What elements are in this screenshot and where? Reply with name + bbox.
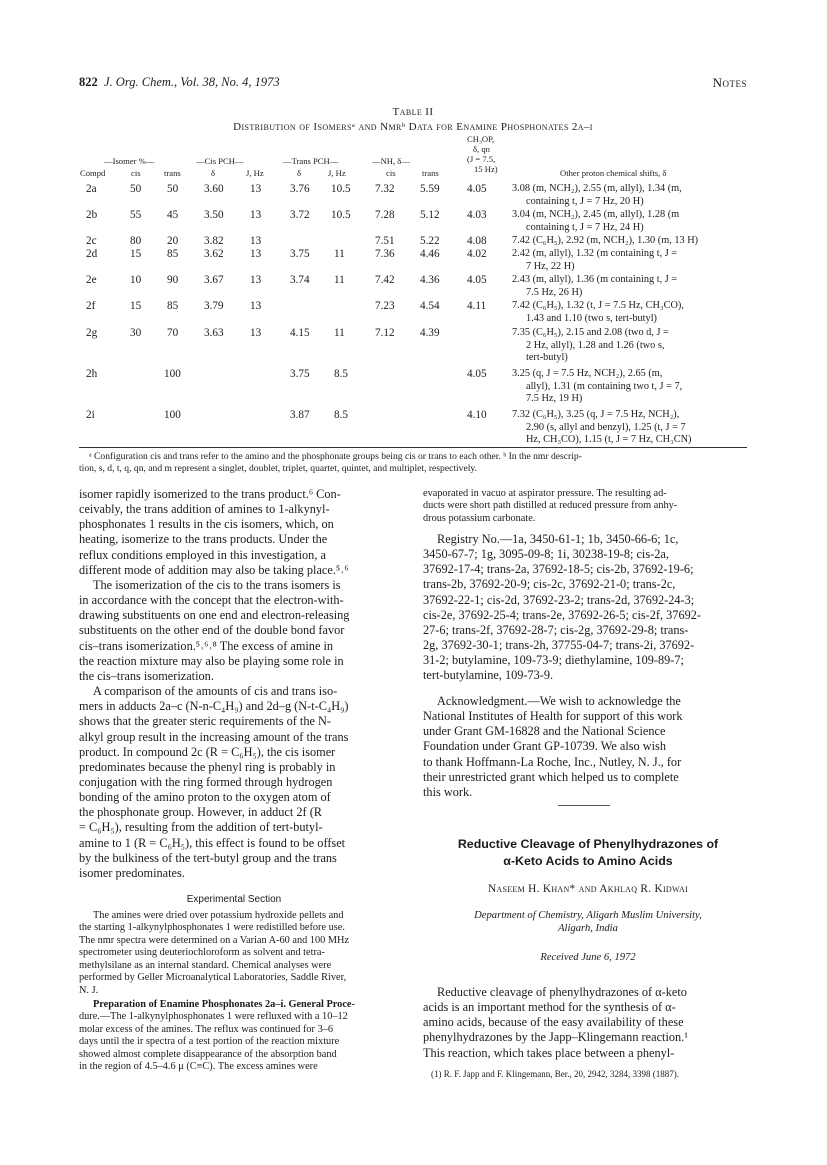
cell-isomer-trans: 70 [167, 327, 179, 339]
header-nh-trans: trans [422, 168, 439, 178]
cell-trans-delta: 3.75 [290, 368, 310, 380]
cell-other-shifts: 7.32 (C₆H₅), 3.25 (q, J = 7.5 Hz, NCH₂), 2.90 (s, allyl and benzyl), 1.25 (t, J = 7 Hz, CH₃CO), 1.15 (t, J = 7 Hz, CH₃CN) [512, 409, 692, 445]
cell-trans-j: 10.5 [331, 209, 351, 221]
article-title: Reductive Cleavage of Phenylhydrazones of α-Keto Acids to Amino Acids [457, 837, 719, 868]
cell-compd: 2c [86, 235, 97, 247]
cell-isomer-cis: 30 [130, 327, 142, 339]
cell-nh-cis: 7.12 [375, 327, 395, 339]
cell-other-shifts: 7.42 (C₆H₅), 1.32 (t, J = 7.5 Hz, CH₃CO), 1.43 and 1.10 (two s, tert-butyl) [512, 300, 684, 324]
table-label: Table II [392, 106, 434, 118]
cell-cis-delta: 3.67 [204, 274, 224, 286]
page-number: 822 [79, 75, 98, 89]
cell-isomer-trans: 90 [167, 274, 179, 286]
cell-nh-cis: 7.23 [375, 300, 395, 312]
cell-other-shifts: 3.04 (m, NCH₂), 2.45 (m, allyl), 1.28 (m containing t, J = 7 Hz, 24 H) [512, 209, 680, 233]
cell-nh-cis: 7.28 [375, 209, 395, 221]
cell-other-shifts: 3.08 (m, NCH₂), 2.55 (m, allyl), 1.34 (m, containing t, J = 7 Hz, 20 H) [512, 183, 682, 207]
cell-compd: 2e [86, 274, 97, 286]
experimental-heading: Experimental Section [186, 894, 282, 905]
cell-cis-delta: 3.63 [204, 327, 224, 339]
paragraph: The isomerization of the cis to the trans isomers is in accordance with the concept that the electron-with- drawing substituents on one end and electron-releasing substituents on the other end of the double bond favor cis–trans isomerization.⁵˒⁶˒⁸ The excess of amine in the reaction mixture may also be playing some role in the cis–trans isomerization. [79, 577, 350, 683]
cell-nh-trans: 4.46 [420, 248, 440, 260]
cell-compd: 2i [86, 409, 95, 421]
cell-cis-j: 13 [250, 235, 262, 247]
header-trans-j: J, Hz [328, 168, 346, 178]
cell-trans-delta: 3.74 [290, 274, 310, 286]
cell-isomer-cis: 10 [130, 274, 142, 286]
header-ch3op-3: (J = 7.5, [467, 154, 496, 164]
cell-isomer-trans: 20 [167, 235, 179, 247]
cell-cis-delta: 3.50 [204, 209, 224, 221]
table-bottom-rule [79, 447, 747, 448]
acknowledgment: Acknowledgment.—We wish to acknowledge the National Institutes of Health for support of this work under Grant GM-16828 and the National Science Foundation under Grant GP-10739. We also wish to thank Hoffmann-La Roche, Inc., Nutley, N. J., for their unrestricted grant which helped us to complete this work. [423, 694, 683, 799]
running-header [79, 75, 747, 93]
header-trans-delta: δ [297, 168, 302, 178]
cell-cis-j: 13 [250, 248, 262, 260]
article-authors: Naseem H. Khan* and Akhlaq R. Kidwai [487, 883, 689, 895]
paragraph: A comparison of the amounts of cis and trans iso- mers in adducts 2a–c (N-n-C₄H₉) and 2d–g (N-t-C₄H₉) shows that the greater steric requirements of the N- alkyl group result in the increasing amount of the trans product. In compound 2c (R = C₆H₅), the cis isomer predominates because the phenyl ring is probably in conjugation with the ring formed through hydrogen bonding of the amino proton to the oxygen atom of the phosphonate group. However, in adduct 2f (R = C₆H₅), resulting from the addition of tert-butyl- amine to 1 (R = C₆H₅), this effect is found to be offset by the bulkiness of the tert-butyl group and the trans isomer predominates. [79, 684, 349, 880]
header-nh-group: —NH, δ— [372, 156, 410, 166]
cell-nh-trans: 5.59 [420, 183, 440, 195]
header-cis-j: J, Hz [246, 168, 264, 178]
left-column-text [79, 487, 409, 881]
table-footnote: ᵃ Configuration cis and trans refer to the amino and the phosphonate groups being cis or trans to each other. ᵇ In the nmr descrip- tion, s, d, t, q, qn, and m represent a singlet, doublet, triplet, quartet, quintet, and multiplet, respectively. [79, 451, 582, 474]
cell-ch3op: 4.05 [467, 368, 487, 380]
registry-numbers: Registry No.—1a, 3450-61-1; 1b, 3450-66-6; 1c, 3450-67-7; 1g, 3095-09-8; 1i, 30238-19-8; cis-2a, 37692-17-4; trans-2a, 37692-18-5; cis-2b, 37692-19-6; trans-2b, 37692-20-9; cis-2c, 37692-21-0; trans-2c, 37692-22-1; cis-2d, 37692-23-2; trans-2d, 37692-24-3; cis-2e, 37692-25-4; trans-2e, 37692-26-5; cis-2f, 37692- 27-6; trans-2f, 37692-28-7; cis-2g, 37692-29-8; trans- 2g, 37692-30-1; trans-2h, 37755-04-7; trans-2i, 37692- 31-2; butylamine, 109-73-9; diethylamine, 109-89-7; tert-butylamine, 109-73-9. [423, 532, 701, 683]
cell-ch3op: 4.08 [467, 235, 487, 247]
cell-cis-delta: 3.79 [204, 300, 224, 312]
cell-ch3op: 4.05 [467, 274, 487, 286]
cell-nh-cis: 7.51 [375, 235, 395, 247]
cell-cis-delta: 3.60 [204, 183, 224, 195]
cell-cis-j: 13 [250, 209, 262, 221]
cell-isomer-trans: 100 [164, 368, 181, 380]
cell-isomer-cis: 55 [130, 209, 142, 221]
header-ch3op-4: 15 Hz) [474, 164, 498, 174]
cell-trans-j: 8.5 [334, 409, 348, 421]
header-other-shifts: Other proton chemical shifts, δ [560, 168, 667, 178]
cell-ch3op: 4.05 [467, 183, 487, 195]
paragraph: isomer rapidly isomerized to the trans product.⁶ Con- ceivably, the trans addition of amines to 1-alkynyl- phosphonates 1 results in the cis isomers, which, on heating, isomerize to the trans products. Under the reflux conditions employed in this investigation, a different mode of addition may also be taking place.⁵˒⁶ [79, 487, 349, 577]
header-ch3op-1: CH₃OP, [467, 134, 495, 144]
header-cis-pch-group: —Cis PCH— [196, 156, 244, 166]
cell-isomer-trans: 50 [167, 183, 179, 195]
cell-trans-delta: 3.76 [290, 183, 310, 195]
reference-footnote: (1) R. F. Japp and F. Klingemann, Ber., 20, 2942, 3284, 3398 (1887). [431, 1069, 680, 1079]
cell-trans-delta: 3.72 [290, 209, 310, 221]
cell-other-shifts: 7.42 (C₆H₅), 2.92 (m, NCH₂), 1.30 (m, 13 H) [512, 235, 699, 246]
header-isomer-cis: cis [131, 168, 141, 178]
cell-ch3op: 4.03 [467, 209, 487, 221]
cell-ch3op: 4.11 [467, 300, 487, 312]
cell-compd: 2h [86, 368, 98, 380]
cell-isomer-cis: 50 [130, 183, 142, 195]
cell-trans-delta: 4.15 [290, 327, 310, 339]
cell-nh-cis: 7.32 [375, 183, 395, 195]
cell-cis-delta: 3.62 [204, 248, 224, 260]
cell-trans-j: 11 [334, 248, 345, 260]
article-separator [558, 805, 610, 806]
experimental-continuation: evaporated in vacuo at aspirator pressure. The resulting ad- ducts were short path distilled at reduced pressure from anhy- drous potassium carbonate. [423, 488, 678, 524]
cell-isomer-trans: 85 [167, 248, 179, 260]
experimental-text: The amines were dried over potassium hydroxide pellets and the starting 1-alkynylphosphonates 1 were redistilled before use. The nmr spectra were determined on a Varian A-60 and 100 MHz spectrometer using deuteriochloroform as solvent and tetra- methylsilane as an internal standard. Chemical analyses were performed by Geller Microanalytical Laboratories, Saddle River, N. J. [79, 910, 350, 996]
journal-citation: J. Org. Chem., Vol. 38, No. 4, 1973 [104, 75, 280, 89]
header-cis-delta: δ [211, 168, 216, 178]
received-date: Received June 6, 1972 [540, 952, 636, 963]
cell-compd: 2b [86, 209, 98, 221]
cell-cis-delta: 3.82 [204, 235, 224, 247]
cell-nh-trans: 5.12 [420, 209, 440, 221]
cell-cis-j: 13 [250, 183, 262, 195]
cell-trans-j: 8.5 [334, 368, 348, 380]
cell-cis-j: 13 [250, 300, 262, 312]
cell-nh-trans: 4.39 [420, 327, 440, 339]
cell-compd: 2f [86, 300, 96, 312]
cell-other-shifts: 7.35 (C₆H₅), 2.15 and 2.08 (two d, J = 2 Hz, allyl), 1.28 and 1.26 (two s, tert-butyl) [512, 327, 669, 363]
cell-isomer-trans: 45 [167, 209, 179, 221]
cell-nh-cis: 7.36 [375, 248, 395, 260]
cell-compd: 2d [86, 248, 98, 260]
header-isomer-trans: trans [164, 168, 181, 178]
table-title: Distribution of Isomersᵃ and Nmrᵇ Data for Enamine Phosphonates 2a–i [233, 121, 593, 133]
cell-nh-cis: 7.42 [375, 274, 395, 286]
cell-cis-j: 13 [250, 327, 262, 339]
cell-other-shifts: 3.25 (q, J = 7.5 Hz, NCH₂), 2.65 (m, allyl), 1.31 (m containing two t, J = 7, 7.5 Hz, 19 H) [512, 368, 683, 404]
article-intro: Reductive cleavage of phenylhydrazones of α-keto acids is an important method for the synthesis of α- amino acids, because of the easy availability of these phenylhydrazones by the Japp–Klingemann reaction.¹ This reaction, which takes place between a phenyl- [423, 985, 688, 1060]
cell-isomer-cis: 15 [130, 300, 142, 312]
cell-nh-trans: 5.22 [420, 235, 440, 247]
cell-trans-j: 11 [334, 327, 345, 339]
cell-trans-delta: 3.75 [290, 248, 310, 260]
cell-trans-j: 11 [334, 274, 345, 286]
cell-compd: 2a [86, 183, 97, 195]
cell-ch3op: 4.10 [467, 409, 487, 421]
cell-cis-j: 13 [250, 274, 262, 286]
cell-nh-trans: 4.36 [420, 274, 440, 286]
cell-isomer-trans: 100 [164, 409, 181, 421]
cell-other-shifts: 2.42 (m, allyl), 1.32 (m containing t, J = 7 Hz, 22 H) [512, 248, 678, 272]
cell-isomer-cis: 15 [130, 248, 142, 260]
header-compd: Compd [80, 168, 106, 178]
cell-isomer-trans: 85 [167, 300, 179, 312]
cell-nh-trans: 4.54 [420, 300, 440, 312]
cell-isomer-cis: 80 [130, 235, 142, 247]
section-name: Notes [712, 75, 747, 90]
cell-compd: 2g [86, 327, 98, 339]
header-nh-cis: cis [386, 168, 396, 178]
header-ch3op-2: δ, qn [473, 144, 490, 154]
author-affiliation: Department of Chemistry, Aligarh Muslim University, Aligarh, India [474, 910, 702, 934]
cell-trans-delta: 3.87 [290, 409, 310, 421]
preparation-text: Preparation of Enamine Phosphonates 2a–i. General Proce- dure.—The 1-alkynylphosphonates 1 were refluxed with a 10–12 molar excess of the amines. The reflux was continued for 3–6 days until the ir spectra of a test portion of the reaction mixture showed almost complete disappearance of the absorption band in the region of 4.5–4.6 μ (C≡C). The excess amines were [79, 999, 355, 1073]
cell-other-shifts: 2.43 (m, allyl), 1.36 (m containing t, J = 7.5 Hz, 26 H) [512, 274, 678, 298]
cell-trans-j: 10.5 [331, 183, 351, 195]
header-isomer-group: —Isomer %— [104, 156, 155, 166]
header-trans-pch-group: —Trans PCH— [283, 156, 339, 166]
cell-ch3op: 4.02 [467, 248, 487, 260]
